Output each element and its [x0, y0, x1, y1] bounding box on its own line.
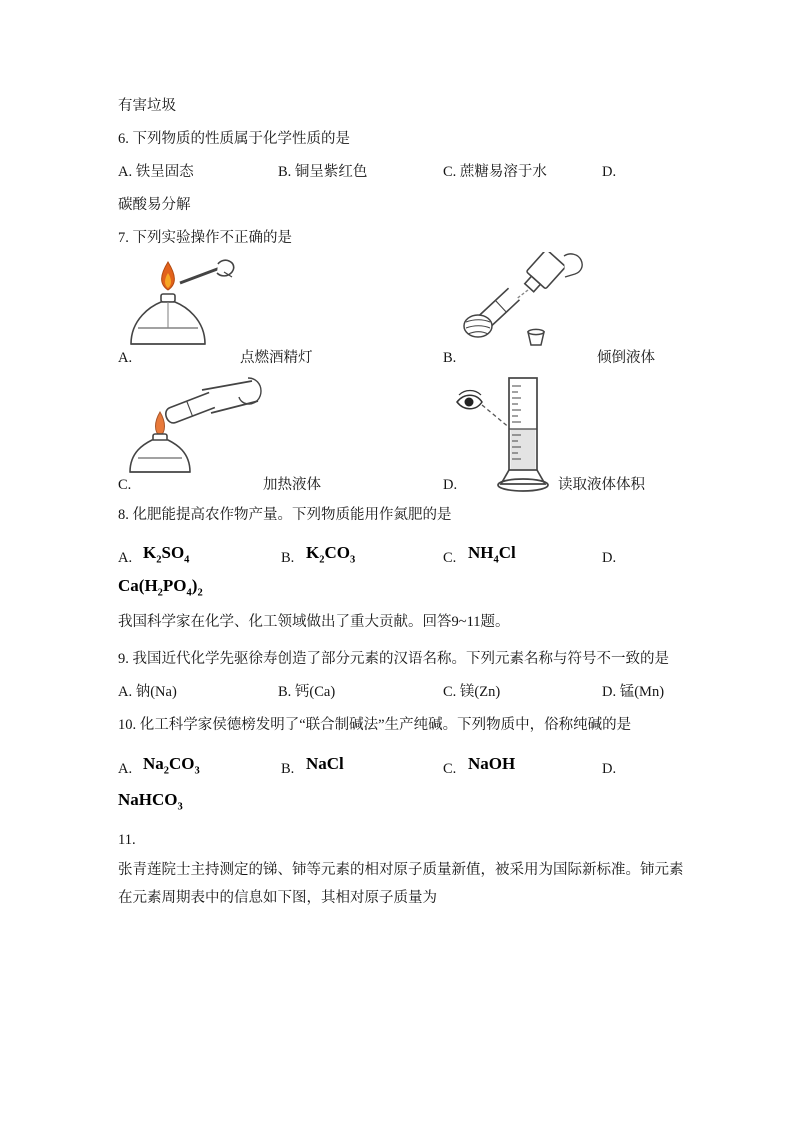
test-tube — [164, 393, 215, 425]
q10-option-a-formula: $Na_2CO_3$ — [143, 754, 200, 777]
q7-option-c-label: C. — [118, 477, 132, 493]
q6-stem: 6. 下列物质的性质属于化学性质的是 — [118, 131, 350, 147]
q7-option-b-caption: 倾倒液体 — [597, 350, 655, 366]
sight-line — [482, 405, 511, 429]
q6-option-d-continuation: 碳酸易分解 — [118, 197, 191, 213]
q6-option-c: C. 蔗糖易溶于水 — [443, 164, 547, 180]
q9-option-c: C. 镁(Zn) — [443, 684, 501, 700]
q10-option-a-label: A. — [118, 761, 133, 777]
alcohol-lamp — [131, 294, 205, 344]
q10-option-d-label: D. — [602, 761, 617, 777]
pouring-liquid-illustration — [452, 252, 590, 348]
q8-option-d-label: D. — [602, 550, 617, 566]
intro-9-11: 我国科学家在化学、化工领域做出了重大贡献。回答9~11题。 — [118, 614, 510, 630]
reading-volume-illustration — [455, 372, 555, 498]
q7-option-d-caption: 读取液体体积 — [558, 477, 645, 493]
q9-option-a: A. 钠(Na) — [118, 684, 177, 700]
q10-stem: 10. 化工科学家侯德榜发明了“联合制碱法”生产纯碱。下列物质中，俗称纯碱的是 — [118, 717, 632, 733]
alcohol-lamp-lighting-illustration — [116, 256, 238, 348]
match — [180, 260, 234, 283]
q8-stem: 8. 化肥能提高农作物产量。下列物质能用作氮肥的是 — [118, 507, 452, 523]
upper-hand — [564, 254, 582, 277]
figure-reading-volume — [455, 372, 555, 503]
q7-option-a-label: A. — [118, 350, 133, 366]
eye-icon — [457, 391, 482, 409]
q8-option-a-label: A. — [118, 550, 133, 566]
figure-heating-liquid — [112, 376, 264, 479]
q7-option-d-label: D. — [443, 477, 458, 493]
q9-option-d: D. 锰(Mn) — [602, 684, 665, 700]
q10-option-c-label: C. — [443, 761, 457, 777]
q8-option-d-formula: $Ca(H_2PO_4)_2$ — [118, 576, 203, 599]
figure-lighting-alcohol-lamp — [116, 256, 238, 353]
q10-option-b-label: B. — [281, 761, 295, 777]
q11-line2: 在元素周期表中的信息如下图，其相对原子质量为 — [118, 890, 437, 906]
q7-option-b-label: B. — [443, 350, 457, 366]
reagent-bottle — [520, 252, 566, 296]
q6-option-d-label: D. — [602, 164, 617, 180]
q11-number: 11. — [118, 832, 136, 848]
q7-stem: 7. 下列实验操作不正确的是 — [118, 230, 292, 246]
q8-option-a-formula: $K_2SO_4$ — [143, 543, 190, 566]
q10-option-b-formula: NaCl — [306, 754, 344, 773]
figure-pouring-liquid — [452, 252, 590, 353]
q11-line1: 张青莲院士主持测定的锑、铈等元素的相对原子质量新值，被采用为国际新标准。铈元素 — [118, 862, 684, 878]
q7-option-a-caption: 点燃酒精灯 — [240, 350, 313, 366]
flame-icon — [156, 412, 165, 436]
q6-option-a: A. 铁呈固态 — [118, 164, 194, 180]
q8-option-b-formula: $K_2CO_3$ — [306, 543, 356, 566]
q8-option-c-formula: $NH_4Cl$ — [468, 543, 516, 566]
q9-option-b: B. 钙(Ca) — [278, 684, 336, 700]
q7-option-c-caption: 加热液体 — [263, 477, 321, 493]
graduated-cylinder — [498, 378, 548, 491]
alcohol-lamp — [130, 434, 190, 472]
q9-stem: 9. 我国近代化学先驱徐寿创造了部分元素的汉语名称。下列元素名称与符号不一致的是 — [118, 651, 669, 667]
harmful-waste-text: 有害垃圾 — [118, 98, 176, 114]
q10-option-d-formula: NaHCO$_3$ — [118, 790, 183, 813]
q8-option-b-label: B. — [281, 550, 295, 566]
q8-option-c-label: C. — [443, 550, 457, 566]
heating-liquid-illustration — [112, 376, 264, 474]
q6-option-b: B. 铜呈紫红色 — [278, 164, 368, 180]
cork-stopper — [528, 329, 544, 345]
q10-option-c-formula: NaOH — [468, 754, 516, 773]
